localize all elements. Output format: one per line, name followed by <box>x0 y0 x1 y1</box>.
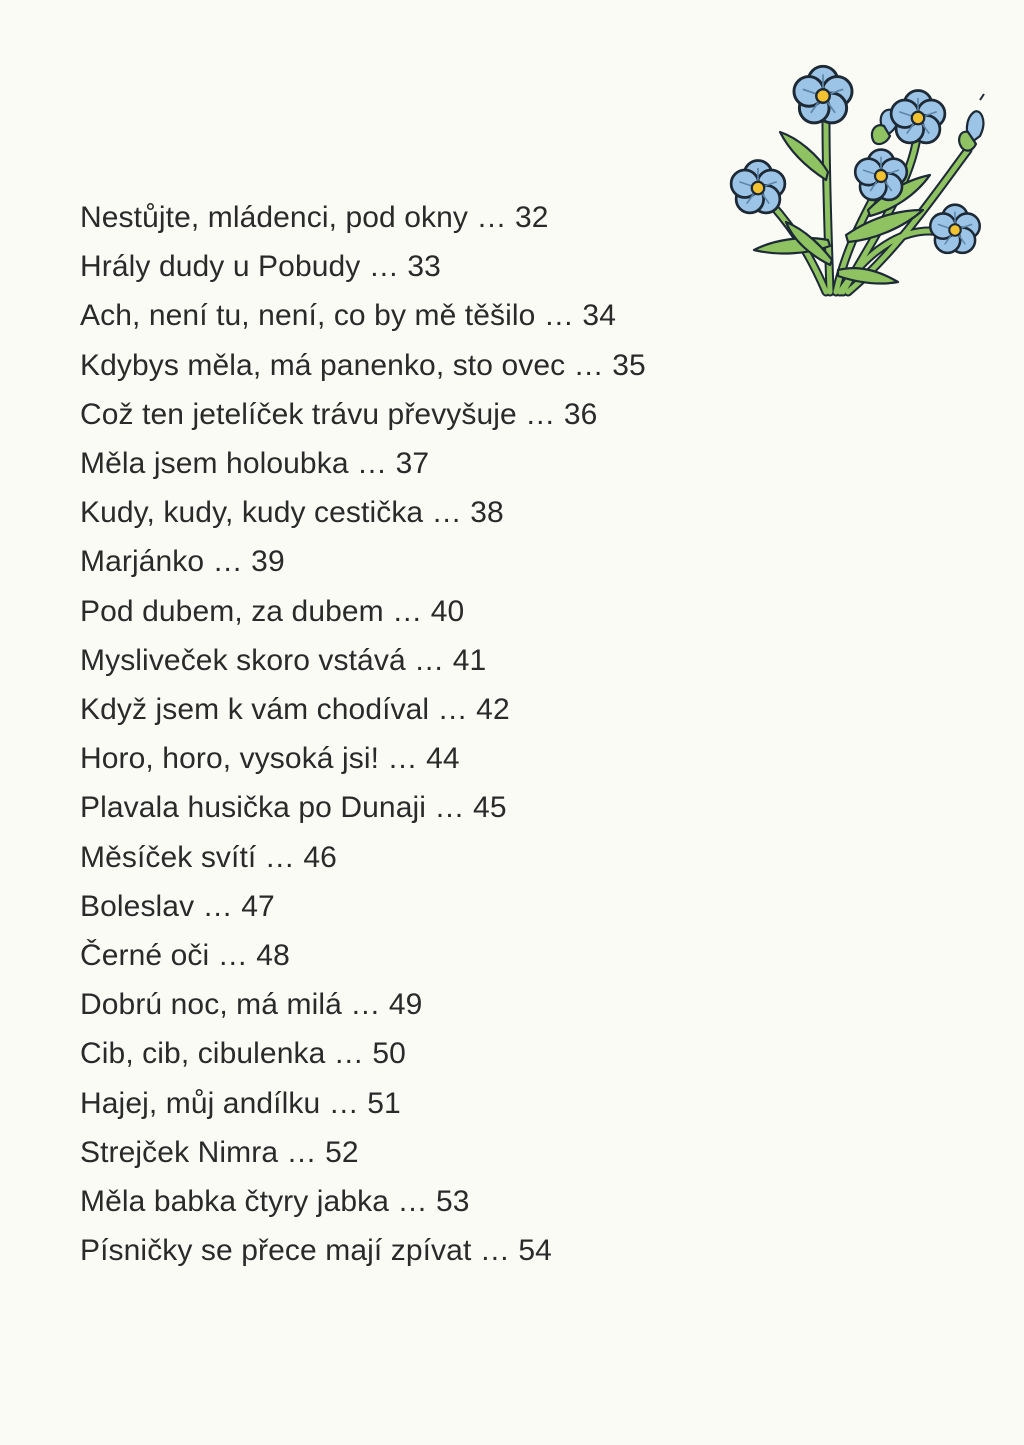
toc-entry <box>80 1029 646 1078</box>
toc-entry-title: Marjánko <box>80 545 205 579</box>
toc-separator: … <box>525 397 556 431</box>
toc-entry-title: Mysliveček skoro vstává <box>80 643 406 677</box>
toc-entry-title: Měla babka čtyry jabka <box>80 1185 390 1219</box>
toc-separator: … <box>217 939 248 973</box>
toc-entry <box>80 980 646 1029</box>
toc-entry <box>80 1079 646 1128</box>
toc-separator: … <box>202 889 233 923</box>
toc-entry <box>80 193 646 242</box>
toc-entry <box>80 291 646 340</box>
toc-separator: … <box>543 299 574 333</box>
toc-entry <box>80 537 646 586</box>
toc-separator: … <box>350 988 381 1022</box>
toc-separator: … <box>392 594 423 628</box>
toc-page-number: 38 <box>470 496 504 530</box>
toc-entry <box>80 882 646 931</box>
toc-entry-title: Písničky se přece mají zpívat <box>80 1234 472 1268</box>
toc-page-number: 51 <box>367 1086 401 1120</box>
toc-entry <box>80 931 646 980</box>
toc-separator: … <box>264 840 295 874</box>
toc-entry <box>80 833 646 882</box>
toc-page-number: 37 <box>395 447 430 481</box>
toc-entry <box>80 1128 646 1177</box>
toc-separator: … <box>357 447 388 481</box>
table-of-contents <box>80 193 646 1275</box>
toc-separator: … <box>431 496 462 530</box>
toc-entry-title: Když jsem k vám chodíval <box>80 693 430 727</box>
toc-entry-title: Kdybys měla, má panenko, sto ovec <box>80 348 566 382</box>
toc-entry <box>80 685 646 734</box>
toc-entry-title: Černé oči <box>80 939 210 973</box>
toc-entry-title: Ach, není tu, není, co by mě těšilo <box>80 299 536 333</box>
toc-entry <box>80 636 646 685</box>
toc-entry <box>80 587 646 636</box>
toc-page-number: 44 <box>426 742 460 776</box>
toc-page-number: 33 <box>407 250 441 284</box>
toc-entry-title: Nestůjte, mládenci, pod okny <box>80 201 469 234</box>
toc-entry <box>80 734 646 783</box>
toc-page-number: 52 <box>325 1135 359 1169</box>
toc-page-number: 35 <box>612 348 646 382</box>
toc-separator: … <box>437 693 468 727</box>
toc-entry <box>80 439 646 488</box>
toc-page-number: 54 <box>518 1234 552 1268</box>
toc-page-number: 50 <box>372 1037 406 1071</box>
toc-entry-title: Plavala husička po Dunaji <box>80 791 427 825</box>
toc-separator: … <box>573 348 604 382</box>
toc-entry-title: Strejček Nimra <box>80 1135 279 1169</box>
toc-entry-title: Horo, horo, vysoká jsi! <box>80 742 380 776</box>
toc-separator: … <box>434 791 465 825</box>
toc-entry-title: Boleslav <box>80 889 195 923</box>
toc-separator: … <box>368 250 399 284</box>
toc-entry-title: Hrály dudy u Pobudy <box>80 250 361 284</box>
toc-page-number: 45 <box>473 791 507 825</box>
toc-separator: … <box>476 201 507 234</box>
toc-entry-title: Cib, cib, cibulenka <box>80 1037 326 1071</box>
toc-entry <box>80 1226 646 1275</box>
toc-entry-title: Což ten jetelíček trávu převyšuje <box>80 397 517 431</box>
toc-entry-title: Dobrú noc, má milá <box>80 988 342 1022</box>
forget-me-not-flowers-icon <box>718 60 1008 310</box>
toc-page-number: 47 <box>241 889 275 923</box>
toc-page-number: 42 <box>476 693 510 727</box>
toc-separator: … <box>333 1037 364 1071</box>
toc-separator: … <box>479 1234 510 1268</box>
toc-entry <box>80 1177 646 1226</box>
toc-entry-title: Hajej, můj andílku <box>80 1086 321 1120</box>
toc-entry <box>80 783 646 832</box>
toc-separator: … <box>328 1086 359 1120</box>
toc-separator: … <box>414 643 445 677</box>
toc-page-number: 41 <box>452 643 487 677</box>
toc-page-number: 49 <box>388 988 423 1022</box>
toc-entry <box>80 390 646 439</box>
toc-page-number: 36 <box>563 397 598 431</box>
toc-entry-title: Měsíček svítí <box>80 840 257 874</box>
toc-entry <box>80 341 646 390</box>
toc-page-number: 40 <box>430 594 465 628</box>
toc-entry <box>80 242 646 291</box>
toc-page-number: 53 <box>436 1185 470 1219</box>
toc-separator: … <box>397 1185 428 1219</box>
toc-entry-title: Měla jsem holoubka <box>80 447 349 481</box>
toc-page-number: 46 <box>303 840 337 874</box>
toc-separator: … <box>212 545 243 579</box>
toc-separator: … <box>387 742 418 776</box>
toc-page-number: 39 <box>251 545 285 579</box>
toc-page-number: 32 <box>515 201 549 234</box>
toc-entry <box>80 488 646 537</box>
toc-separator: … <box>286 1135 317 1169</box>
toc-page-number: 48 <box>256 939 290 973</box>
toc-entry-title: Pod dubem, za dubem <box>80 594 384 628</box>
toc-entry-title: Kudy, kudy, kudy cestička <box>80 496 424 530</box>
toc-page-number: 34 <box>582 299 616 333</box>
